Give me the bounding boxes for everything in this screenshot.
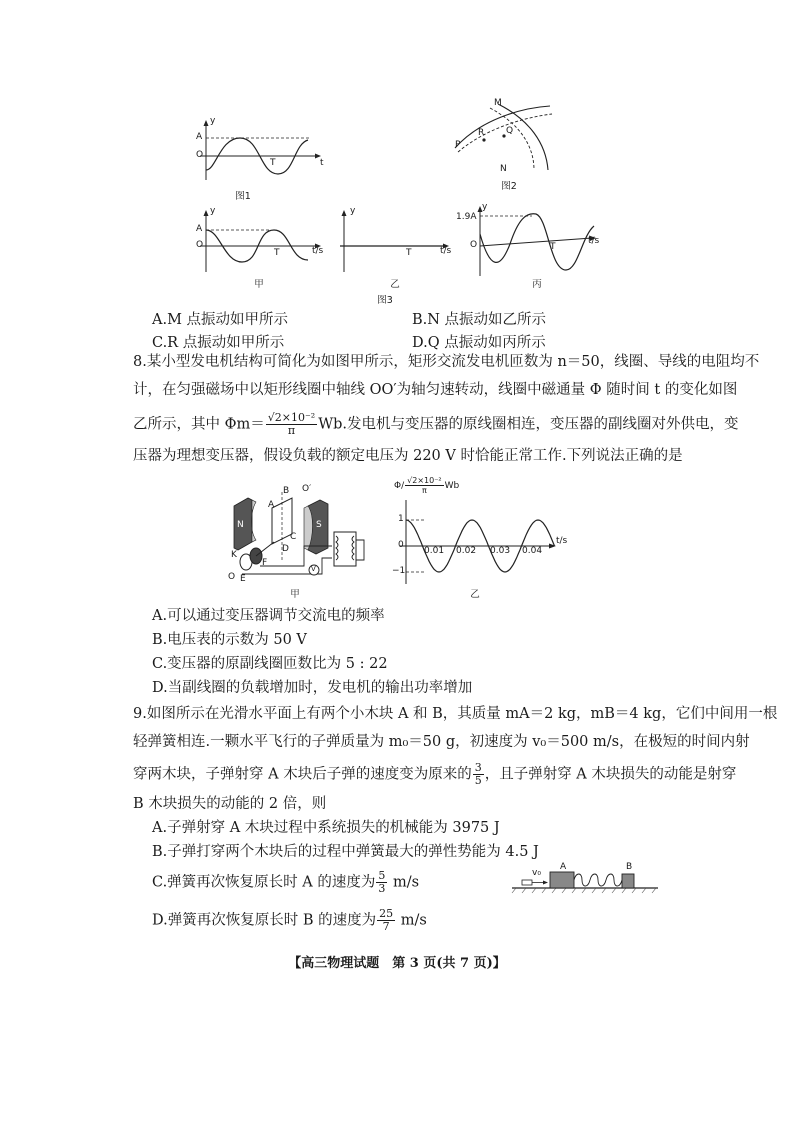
fig3-jia-y-label: y	[210, 206, 216, 216]
gen-F-label: F	[262, 558, 268, 568]
gen-A-label: A	[268, 500, 275, 510]
gen-V-label: V	[311, 565, 316, 573]
fig2-caption: 图2	[501, 181, 517, 192]
q8-tick-0: 0	[398, 540, 404, 550]
q8-graph-ylabel-pre: Φ/	[394, 481, 405, 491]
gen-O-label: O	[228, 572, 236, 582]
figure-1-graph	[190, 118, 330, 188]
q8-phi-fraction	[266, 412, 317, 437]
q8-graph-ylabel-unit: Wb	[444, 481, 460, 491]
fig3-bing-O-label: O	[470, 240, 478, 250]
q8-line-3-post: Wb.发电机与变压器的原线圈相连，变压器的副线圈对外供电，变	[318, 416, 739, 433]
fig1-A-label: A	[196, 132, 203, 142]
gen-N-label: N	[237, 520, 244, 530]
q8-phi-den: π	[287, 424, 296, 437]
q8-fig-yi-caption: 乙	[470, 589, 480, 600]
q9-fig-B-label: B	[626, 862, 633, 872]
fig3-yi-caption: 乙	[390, 279, 400, 290]
q7-option-d: D.Q 点振动如丙所示	[412, 335, 546, 351]
gen-O2-label: O′	[302, 484, 312, 494]
q8-phi-num: √2×10⁻²	[267, 411, 316, 424]
q8-line-2: 计，在匀强磁场中以矩形线圈中轴线 OO′为轴匀速转动，线圈中磁通量 Φ 随时间 t 的变化如图	[133, 382, 738, 398]
fig1-caption: 图1	[235, 191, 251, 202]
q9-option-c-den: 3	[378, 882, 386, 895]
fig2-R-label: R	[478, 128, 485, 138]
q7-option-a: A.M 点振动如甲所示	[152, 312, 289, 328]
q8-fig-jia-caption: 甲	[290, 589, 300, 600]
fig3-yi-T-label: T	[406, 248, 412, 258]
q8-tick-002: 0.02	[456, 546, 477, 556]
q9-option-a: A.子弹射穿 A 木块过程中系统损失的机械能为 3975 J	[152, 820, 500, 836]
fig3-jia-T-label: T	[274, 248, 280, 258]
fig2-N-label: N	[500, 164, 507, 174]
fig2-M-label: M	[494, 98, 502, 108]
q9-line-3-pre: 穿两木块，子弹射穿 A 木块后子弹的速度变为原来的	[133, 766, 472, 783]
q8-generator-diagram	[222, 484, 372, 584]
figure-3-bing-graph	[466, 204, 606, 280]
q9-frac-num: 3	[474, 761, 482, 774]
gen-C-label: C	[290, 532, 297, 542]
q9-line-3-post: ，且子弹射穿 A 木块损失的动能是射穿	[484, 766, 737, 783]
q8-line-1: 8.某小型发电机结构可简化为如图甲所示，矩形交流发电机匝数为 n＝50，线圈、导线的电阻均不	[133, 354, 760, 370]
page-footer: 【高三物理试题 第 3 页(共 7 页)】	[288, 956, 506, 971]
gen-E-label: E	[240, 574, 246, 584]
fig1-t-label: t	[320, 158, 324, 168]
q9-fig-v0-label: v₀	[532, 868, 541, 878]
fig1-O-label: O	[196, 150, 204, 160]
q9-option-d-pre: D.弹簧再次恢复原长时 B 的速度为	[152, 912, 377, 929]
q8-line-4: 压器为理想变压器，假设负载的额定电压为 220 V 时恰能正常工作.下列说法正确的是	[133, 448, 683, 464]
q9-option-c	[152, 870, 419, 895]
figure-3-jia-graph	[190, 208, 330, 278]
q8-graph-ylabel-den: π	[421, 486, 427, 495]
q8-line-3	[133, 412, 738, 437]
q9-fig-A-label: A	[560, 862, 567, 872]
q8-tick-minus1: −1	[392, 566, 406, 576]
fig1-T-label: T	[270, 158, 276, 168]
figure-3-yi-graph	[336, 208, 456, 278]
q9-blocks-spring-diagram	[512, 860, 662, 896]
gen-B-label: B	[283, 486, 290, 496]
fig3-bing-t-label: t/s	[588, 236, 600, 246]
gen-K-label: K	[231, 550, 237, 560]
q9-line-4: B 木块损失的动能的 2 倍，则	[133, 796, 327, 812]
q9-option-d-den: 7	[382, 920, 390, 933]
fig3-yi-t-label: t/s	[440, 246, 452, 256]
q7-option-b: B.N 点振动如乙所示	[412, 312, 547, 328]
q9-option-c-num: 5	[378, 869, 386, 882]
fig3-jia-caption: 甲	[254, 279, 264, 290]
q8-option-d: D.当副线圈的负载增加时，发电机的输出功率增加	[152, 680, 473, 696]
q9-fraction-3-5	[473, 762, 484, 787]
fig2-P-label: P	[455, 140, 461, 150]
fig3-yi-y-label: y	[350, 206, 356, 216]
q8-option-c: C.变压器的原副线圈匝数比为 5 : 22	[152, 656, 388, 672]
fig3-caption: 图3	[377, 295, 393, 306]
q9-option-d	[152, 908, 427, 933]
q9-option-d-num: 25	[379, 907, 394, 920]
q8-tick-004: 0.04	[522, 546, 543, 556]
fig3-bing-y-label: y	[482, 202, 488, 212]
fig3-bing-caption: 丙	[532, 279, 542, 290]
q9-option-c-frac	[376, 870, 387, 895]
fig3-bing-19A-label: 1.9A	[456, 212, 477, 222]
q9-option-c-pre: C.弹簧再次恢复原长时 A 的速度为	[152, 874, 376, 891]
q8-flux-axes	[400, 500, 556, 584]
fig3-jia-O-label: O	[196, 240, 204, 250]
q8-option-b: B.电压表的示数为 50 V	[152, 632, 307, 648]
q9-line-1: 9.如图所示在光滑水平面上有两个小木块 A 和 B，其质量 mA＝2 kg，mB＝4 kg，它们中间用一根	[133, 706, 778, 722]
fig1-y-label: y	[210, 116, 216, 126]
fig2-Q-label: Q	[506, 126, 514, 136]
q8-option-a: A.可以通过变压器调节交流电的频率	[152, 608, 385, 624]
q8-line-3-pre: 乙所示，其中 Φm＝	[133, 416, 265, 433]
q8-tick-003: 0.03	[490, 546, 511, 556]
q9-frac-den: 5	[474, 774, 482, 787]
q7-option-c: C.R 点振动如甲所示	[152, 335, 285, 351]
fig3-bing-T-label: T	[550, 242, 556, 252]
q8-graph-ylabel	[394, 476, 459, 495]
gen-S-label: S	[316, 520, 322, 530]
gen-D-label: D	[282, 544, 289, 554]
q9-option-b: B.子弹打穿两个木块后的过程中弹簧最大的弹性势能为 4.5 J	[152, 844, 539, 860]
q9-option-c-post: m/s	[393, 874, 420, 891]
q8-flux-chart	[396, 498, 566, 588]
q9-line-3	[133, 762, 736, 787]
q9-option-d-post: m/s	[400, 912, 427, 929]
fig3-jia-t-label: t/s	[312, 246, 324, 256]
q8-tick-1: 1	[398, 514, 404, 524]
q8-xlabel: t/s	[556, 536, 568, 546]
q9-option-d-frac	[377, 908, 395, 933]
q8-tick-001: 0.01	[424, 546, 445, 556]
q8-graph-ylabel-num: √2×10⁻²	[407, 476, 442, 485]
q8-graph-ylabel-frac	[405, 476, 444, 495]
fig3-jia-A-label: A	[196, 224, 203, 234]
q9-line-2: 轻弹簧相连.一颗水平飞行的子弹质量为 m₀＝50 g，初速度为 v₀＝500 m/s，在极短的时间内射	[133, 734, 750, 750]
